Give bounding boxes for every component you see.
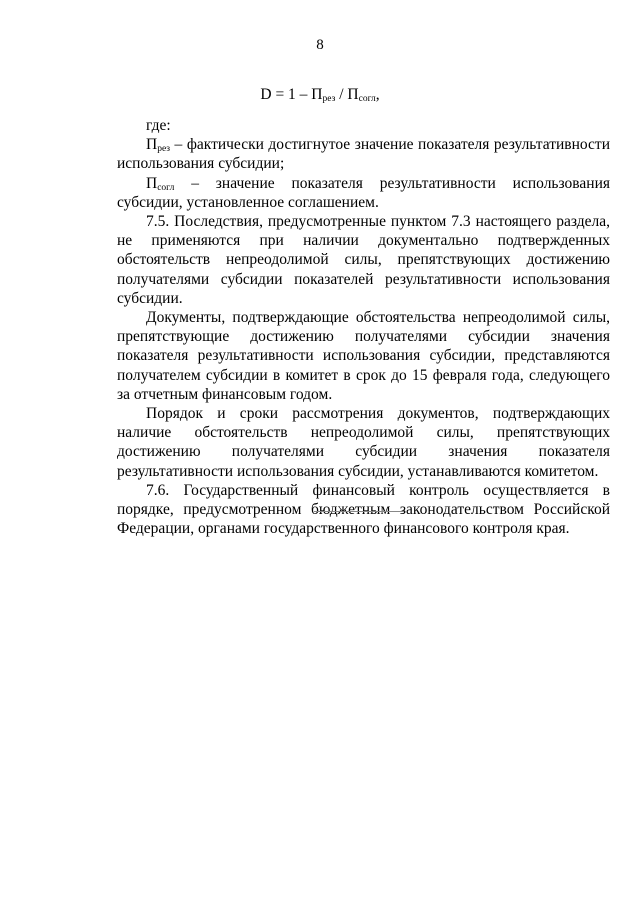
paragraph-documents: Документы, подтверждающие обстоятельства непреодолимой силы, препятствующие достижению получателями субсидии значения показателя результативности использования субсидии, представляются получателем субсидии в комитет в срок до 15 февраля года, следующего за отчетным финансовым годом.: [117, 309, 610, 403]
paragraph-7-6: 7.6. Государственный финансовый контроль осуществляется в порядке, предусмотренном бюджетным законодательством Российской Федерации, органами государственного финансового контроля края.: [117, 481, 610, 538]
definition-p-sogl: [117, 174, 610, 212]
definition-p-sogl-symbol: П: [146, 174, 158, 192]
paragraph-7-5: 7.5. Последствия, предусмотренные пунктом 7.3 настоящего раздела, не применяются при наличии документально подтвержденных обстоятельств непреодолимой силы, препятствующих достижению получателями субсидии показателей результативности использования субсидии.: [117, 213, 610, 307]
formula: [0, 86, 640, 104]
where-label: где:: [146, 117, 171, 134]
definition-p-sogl-text: – значение показателя результативности использования субсидии, установленное соглашением.: [117, 174, 610, 211]
document-body: [117, 116, 610, 538]
formula-lhs: D = 1 – П: [260, 86, 323, 103]
formula-mid: / П: [335, 86, 359, 103]
paragraph-order: Порядок и сроки рассмотрения документов, подтверждающих наличие обстоятельств непреодолимой силы, препятствующих достижению получателями субсидии значения показателя результативности использования субсидии, устанавливаются комитетом.: [117, 405, 610, 480]
formula-sub-rez: рез: [322, 94, 336, 104]
definition-p-sogl-sub: согл: [157, 182, 175, 193]
definition-p-rez: [117, 135, 610, 173]
definition-p-rez-text: – фактически достигнутое значение показателя результативности использования субсидии;: [117, 136, 610, 173]
formula-sub-sogl: согл: [358, 94, 376, 104]
page-number: 8: [316, 37, 324, 53]
formula-tail: ,: [375, 86, 380, 103]
end-divider: [314, 511, 404, 512]
definition-p-rez-sub: рез: [157, 144, 171, 155]
definition-p-rez-symbol: П: [146, 136, 158, 154]
